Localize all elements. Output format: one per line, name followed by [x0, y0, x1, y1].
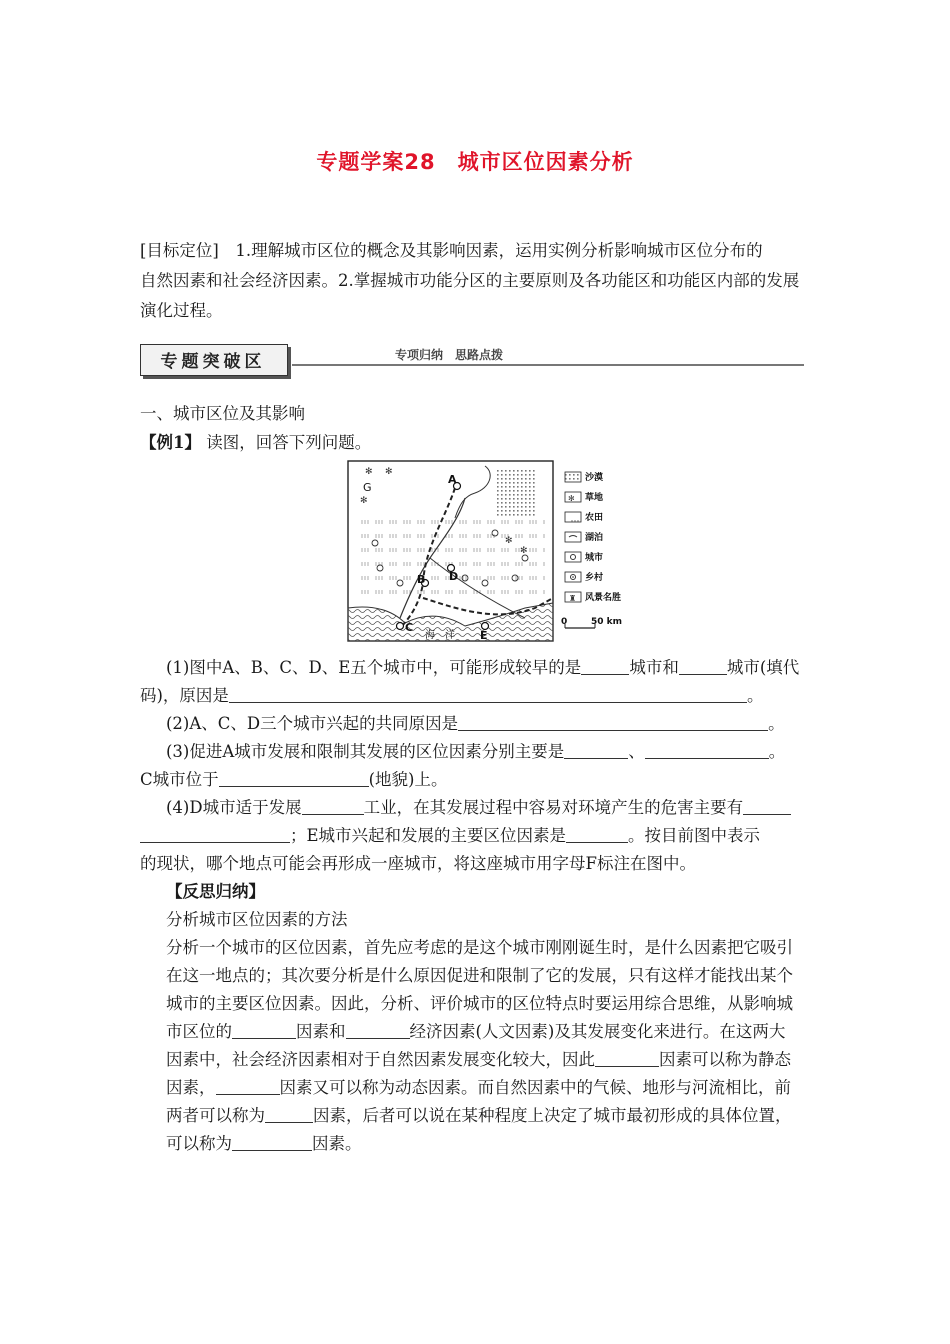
reflection-line-3: 城市的主要区位因素。因此，分析、评价城市的区位特点时要运用综合思维，从影响城 — [166, 994, 793, 1013]
q1-text-b: 城市和 — [629, 658, 679, 677]
q1-blank-2[interactable] — [679, 658, 727, 675]
label-sea: 海 洋 — [425, 630, 455, 641]
q1-text-a: (1)图中A、B、C、D、E五个城市中，可能形成较早的是 — [166, 658, 582, 677]
refl-4b: 因素和 — [296, 1022, 346, 1041]
refl-5a: 因素中，社会经济因素相对于自然因素发展变化较大，因此 — [166, 1050, 595, 1069]
q2-blank[interactable] — [458, 714, 768, 731]
example-tag: 【例1】 — [140, 433, 201, 452]
q4-text-a: (4)D城市适于发展 — [166, 798, 302, 817]
question-2-line — [166, 711, 785, 737]
q4-text-b: 工业，在其发展过程中容易对环境产生的危害主要有 — [363, 798, 744, 817]
q1-text-d: 码)，原因是 — [140, 686, 229, 705]
legend-grass: 草地 — [585, 493, 604, 503]
label-a: A — [448, 473, 457, 486]
q2-text-b: 。 — [768, 714, 785, 733]
q3-text-e: (地貌)上。 — [368, 770, 448, 789]
q3-blank-landform[interactable] — [219, 770, 369, 787]
refl-5b: 因素可以称为静态 — [659, 1050, 791, 1069]
svg-text:✻: ✻ — [520, 546, 528, 556]
reflection-line-1: 分析一个城市的区位因素，首先应考虑的是这个城市刚刚诞生时，是什么因素把它吸引 — [166, 938, 793, 957]
banner-divider — [292, 364, 804, 366]
reflection-line-5 — [166, 1047, 791, 1073]
section-heading: 一、城市区位及其影响 — [140, 404, 305, 423]
city-c-marker — [397, 623, 404, 630]
scale-zero: 0 — [561, 617, 568, 627]
page-title: 专题学案28 城市区位因素分析 — [316, 150, 634, 174]
legend-scenic: 风景名胜 — [585, 593, 622, 603]
q3-text-a: (3)促进A城市发展和限制其发展的区位因素分别主要是 — [166, 742, 565, 761]
q4-blank-factor[interactable] — [566, 826, 628, 843]
q3-blank-2[interactable] — [645, 742, 769, 759]
refl-6b: 因素又可以称为动态因素。而自然因素中的气候、地形与河流相比，前 — [279, 1078, 791, 1097]
legend-city: 城市 — [585, 553, 604, 563]
q4-text-d: 。按目前图中表示 — [628, 826, 761, 845]
reflection-line-6 — [166, 1075, 791, 1101]
question-4-line-2 — [140, 823, 760, 849]
q1-blank-1[interactable] — [581, 658, 629, 675]
reflection-line-4 — [166, 1019, 785, 1045]
label-g: G — [363, 481, 372, 494]
reflection-line-8 — [166, 1131, 362, 1157]
question-1-line-2 — [140, 683, 763, 709]
legend-desert-swatch — [565, 472, 581, 482]
q3-text-c: 。 — [768, 742, 786, 761]
label-c: C — [405, 621, 414, 634]
farmland-area — [355, 518, 545, 603]
refl-blank-2[interactable] — [346, 1022, 410, 1039]
question-4-line-3: 的现状，哪个地点可能会再形成一座城市，将这座城市用字母F标注在图中。 — [140, 854, 696, 873]
q2-text-a: (2)A、C、D三个城市兴起的共同原因是 — [166, 714, 459, 733]
legend-desert: 沙漠 — [585, 473, 604, 483]
label-d: D — [449, 570, 459, 583]
question-3-line-2 — [140, 767, 448, 793]
q1-text-c: 城市(填代 — [726, 658, 800, 677]
section-banner-subtitle: 专项归纳 思路点拨 — [395, 348, 504, 362]
label-e: E — [480, 629, 488, 642]
refl-8b: 因素。 — [312, 1134, 362, 1153]
question-1-line-1 — [166, 655, 799, 681]
label-b: B — [417, 573, 426, 586]
reflection-subheading: 分析城市区位因素的方法 — [166, 910, 348, 929]
city-location-map — [345, 458, 635, 644]
svg-text:✻: ✻ — [360, 496, 368, 506]
q3-text-b: 、 — [628, 742, 645, 761]
svg-text:✻: ✻ — [568, 494, 575, 503]
refl-7a: 两者可以称为 — [166, 1106, 265, 1125]
legend-village: 乡村 — [585, 573, 604, 583]
legend-farm: 农田 — [585, 513, 604, 523]
q4-blank-harm-1[interactable] — [743, 798, 791, 815]
scale-label: 50 km — [591, 617, 623, 627]
svg-text:♜: ♜ — [569, 594, 577, 603]
refl-blank-5[interactable] — [265, 1106, 313, 1123]
desert-area — [495, 468, 535, 516]
svg-text:✻: ✻ — [385, 467, 393, 477]
refl-6a: 因素， — [166, 1078, 216, 1097]
q3-blank-1[interactable] — [564, 742, 628, 759]
q4-blank-harm-2[interactable] — [140, 826, 290, 843]
refl-blank-3[interactable] — [595, 1050, 659, 1067]
refl-blank-6[interactable] — [232, 1134, 312, 1151]
q4-text-c: ；E城市兴起和发展的主要区位因素是 — [290, 826, 567, 845]
q1-text-e: 。 — [746, 686, 764, 705]
question-4-line-1 — [166, 795, 791, 821]
reflection-heading: 【反思归纳】 — [166, 882, 265, 901]
refl-7b: 因素，后者可以说在某种程度上决定了城市最初形成的具体位置， — [313, 1106, 792, 1125]
refl-4c: 经济因素(人文因素)及其发展变化来进行。在这两大 — [409, 1022, 786, 1041]
q3-text-d: C城市位于 — [140, 770, 219, 789]
legend-city-swatch — [565, 552, 581, 562]
refl-8a: 可以称为 — [166, 1134, 232, 1153]
svg-text:✻: ✻ — [505, 536, 513, 546]
q4-blank-industry[interactable] — [302, 798, 364, 815]
question-3-line-1 — [166, 739, 785, 765]
section-banner-label: 专题突破区 — [160, 352, 266, 372]
refl-blank-1[interactable] — [232, 1022, 296, 1039]
objective-line-3: 演化过程。 — [140, 301, 223, 320]
objective-line-2: 自然因素和社会经济因素。2.掌握城市功能分区的主要原则及各功能区和功能区内部的发展 — [140, 271, 800, 290]
example-line — [140, 429, 371, 453]
example-prompt: 读图，回答下列问题。 — [206, 433, 372, 452]
q1-blank-reason[interactable] — [229, 686, 747, 703]
legend-lake-swatch — [565, 532, 581, 542]
legend-lake: 湖泊 — [585, 533, 604, 543]
refl-blank-4[interactable] — [216, 1078, 280, 1095]
legend-farm-swatch — [565, 512, 581, 522]
refl-4a: 市区位的 — [166, 1022, 232, 1041]
svg-text:✻: ✻ — [365, 467, 373, 477]
reflection-line-7 — [166, 1103, 792, 1129]
reflection-line-2: 在这一地点的；其次要分析是什么原因促进和限制了它的发展，只有这样才能找出某个 — [166, 966, 793, 985]
objective-line-1: [目标定位] 1.理解城市区位的概念及其影响因素，运用实例分析影响城市区位分布的 — [140, 241, 763, 260]
